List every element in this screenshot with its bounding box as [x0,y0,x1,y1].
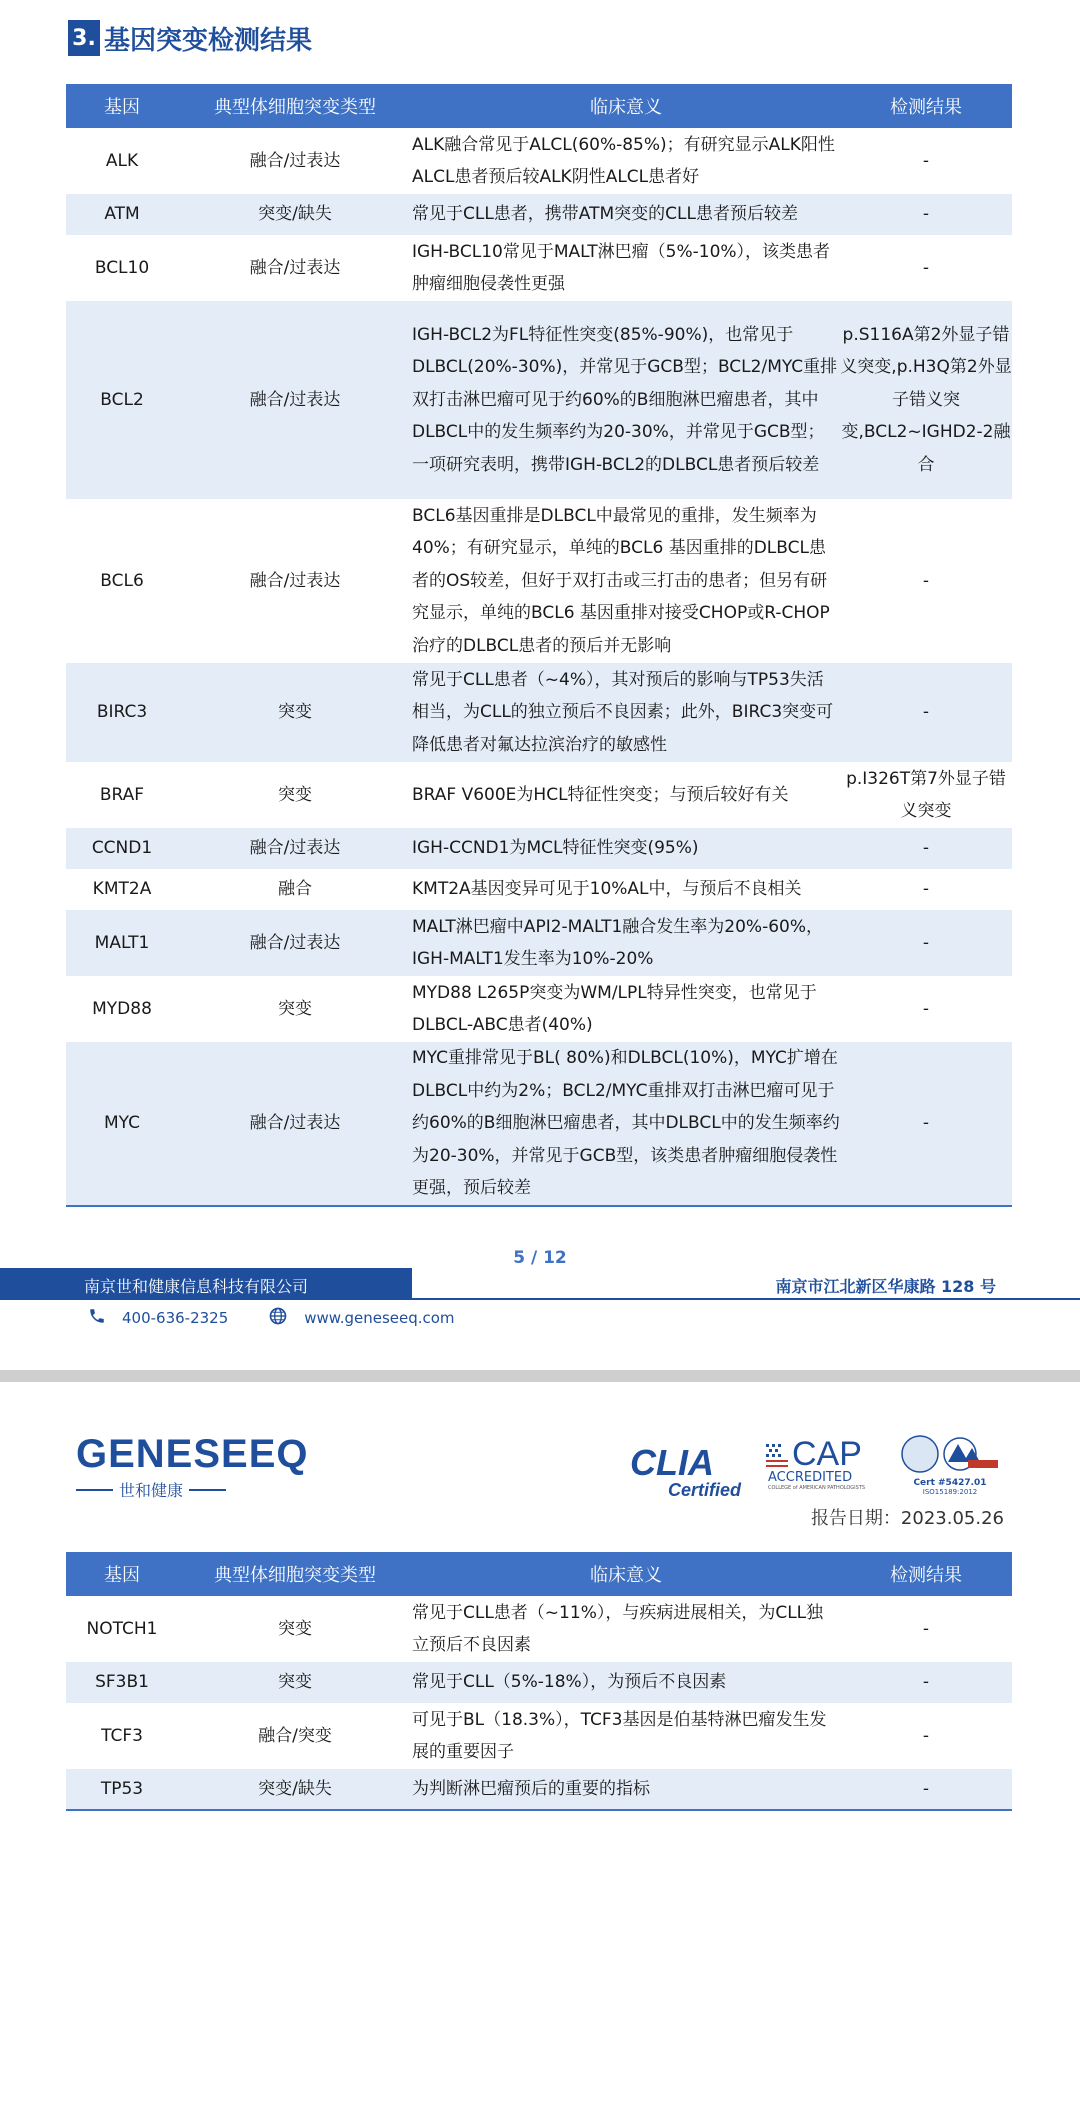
table-row [66,762,1012,828]
mutation-type-cell: 突变 [278,998,312,1019]
table-header-row [66,84,1012,128]
header-test-result: 检测结果 [840,1552,1012,1596]
footer-address: 南京市江北新区华康路 128 号 [775,1277,996,1296]
test-result-cell: - [840,194,1012,235]
cap-flag-icon [764,1442,790,1472]
gene-cell: NOTCH1 [86,1618,158,1639]
table-row [66,976,1012,1042]
mutation-type-cell: 突变/缺失 [178,1769,412,1810]
clia-text: CLIA [630,1442,714,1483]
test-result-cell: - [922,1618,930,1639]
test-result-cell: - [840,1662,1012,1703]
mutation-type-cell: 突变 [278,1618,312,1639]
mutation-table-page6 [66,1552,1012,1811]
mutation-type-cell: 突变 [278,784,312,805]
company-logo [76,1432,309,1501]
iso-standard: ISO15189:2012 [922,1488,978,1496]
header-clinical-significance: 临床意义 [412,84,840,128]
footer-company-name: 南京世和健康信息科技有限公司 [84,1277,309,1296]
header-mutation-type: 典型体细胞突变类型 [178,84,412,128]
gene-cell: MYC [66,1042,178,1206]
ilac-cnas-seal-icon [900,1434,1000,1474]
mutation-type-cell: 融合/过表达 [178,910,412,976]
clinical-significance-cell: 常见于CLL（5%-18%），为预后不良因素 [412,1662,840,1703]
gene-cell: BCL6 [100,570,144,591]
table-row [66,1703,1012,1769]
globe-icon [268,1306,288,1330]
test-result-cell: - [922,257,930,278]
cap-college-text: COLLEGE of AMERICAN PATHOLOGISTS [768,1485,866,1491]
cap-text: CAP [792,1435,862,1473]
table-row [66,1769,1012,1810]
test-result-cell: - [840,1769,1012,1810]
footer-website[interactable]: www.geneseeq.com [304,1309,455,1327]
clinical-significance-cell: IGH-BCL2为FL特征性突变(85%-90%)，也常见于DLBCL(20%-30%)，并常见于GCB型；BCL2/MYC重排双打击淋巴瘤可见于约60%的B细胞淋巴瘤患者，其中DLBCL中的发生频率约为20-30%，并常见于GCB型；一项研究表明，携带IGH-BCL2的DLBCL患者预后较差 [412,301,840,499]
test-result-cell: - [922,570,930,591]
gene-cell: BCL10 [94,257,150,278]
test-result-cell: p.S116A第2外显子错义突变,p.H3Q第2外显子错义突变,BCL2~IGHD2-2融合 [840,301,1012,499]
iso-cert-number: Cert #5427.01 [913,1478,987,1488]
clinical-significance-cell: MYC重排常见于BL( 80%)和DLBCL(10%)，MYC扩增在DLBCL中约为2%；BCL2/MYC重排双打击淋巴瘤可见于约60%的B细胞淋巴瘤患者，其中DLBCL中的发生频率约为20-30%，并常见于GCB型，该类患者肿瘤细胞侵袭性更强，预后较差 [412,1042,840,1206]
footer-company-bar [0,1268,412,1300]
footer-phone: 400-636-2325 [122,1309,229,1327]
clinical-significance-cell: BRAF V600E为HCL特征性突变；与预后较好有关 [412,784,789,805]
section-title [68,20,312,56]
header-clinical-significance: 临床意义 [412,1552,840,1596]
gene-cell: MALT1 [66,910,178,976]
phone-icon [88,1307,106,1329]
page-separator [0,1370,1080,1382]
gene-cell: ATM [66,194,178,235]
table-row [66,499,1012,663]
test-result-cell: - [840,1042,1012,1206]
report-date: 报告日期：2023.05.26 [810,1508,1004,1529]
mutation-type-cell: 融合/过表达 [249,570,341,591]
mutation-type-cell: 突变 [178,663,412,762]
clia-certified-text: Certified [668,1480,742,1500]
test-result-cell: p.I326T第7外显子错义突变 [846,768,1006,821]
page-footer [0,1268,1080,1304]
gene-cell: BRAF [99,784,145,805]
table-row [66,1042,1012,1206]
mutation-type-cell: 融合/过表达 [178,828,412,869]
clinical-significance-cell: MYD88 L265P突变为WM/LPL特异性突变，也常见于DLBCL-ABC患者(40%) [412,982,817,1035]
mutation-type-cell: 融合/过表达 [178,301,412,499]
page-number: 5 / 12 [513,1248,567,1268]
clia-certification-logo [630,1442,742,1501]
table-row [66,194,1012,235]
gene-cell: BIRC3 [66,663,178,762]
gene-cell: MYD88 [92,998,152,1019]
header-gene: 基因 [66,84,178,128]
table-row [66,828,1012,869]
test-result-cell: - [922,1725,930,1746]
table-row [66,1662,1012,1703]
section-heading: 基因突变检测结果 [104,25,313,56]
gene-cell: TP53 [66,1769,178,1810]
table-row [66,301,1012,499]
clinical-significance-cell: 常见于CLL患者（~11%），与疾病进展相关，为CLL独立预后不良因素 [412,1602,824,1655]
logo-chinese-row [76,1478,226,1501]
clinical-significance-cell: IGH-BCL10常见于MALT淋巴瘤（5%-10%），该类患者肿瘤细胞侵袭性更强 [412,241,831,294]
mutation-type-cell: 融合/突变 [258,1725,332,1746]
gene-cell: CCND1 [66,828,178,869]
mutation-type-cell: 突变 [178,1662,412,1703]
test-result-cell: - [840,910,1012,976]
iso-certification-logo [900,1434,1000,1496]
table-row [66,128,1012,194]
logo-divider-right [189,1489,226,1491]
mutation-type-cell: 融合/过表达 [249,257,341,278]
cap-accredited-text: ACCREDITED [768,1470,853,1485]
clinical-significance-cell: ALK融合常见于ALCL(60%-85%)；有研究显示ALK阳性ALCL患者预后较ALK阴性ALCL患者好 [412,134,835,187]
table-row [66,235,1012,301]
clinical-significance-cell: BCL6基因重排是DLBCL中最常见的重排，发生频率为40%；有研究显示，单纯的BCL6 基因重排的DLBCL患者的OS较差，但好于双打击或三打击的患者；但另有研究显示，单纯的BCL6 基因重排对接受CHOP或R-CHOP治疗的DLBCL患者的预后并无影响 [412,505,830,656]
gene-cell: SF3B1 [66,1662,178,1703]
test-result-cell: - [922,150,930,171]
clinical-significance-cell: 可见于BL（18.3%），TCF3基因是伯基特淋巴瘤发生发展的重要因子 [412,1709,827,1762]
test-result-cell: - [840,828,1012,869]
test-result-cell: - [922,998,930,1019]
section-number: 3. [68,20,100,56]
header-gene: 基因 [66,1552,178,1596]
header-mutation-type: 典型体细胞突变类型 [178,1552,412,1596]
test-result-cell: - [922,879,930,900]
gene-cell: BCL2 [66,301,178,499]
mutation-table-page5 [66,84,1012,1207]
cap-accreditation-logo [764,1435,884,1491]
mutation-type-cell: 融合/过表达 [178,1042,412,1206]
table-row [66,910,1012,976]
clinical-significance-cell: 常见于CLL患者（~4%），其对预后的影响与TP53失活相当，为CLL的独立预后不良因素；此外，BIRC3突变可降低患者对氟达拉滨治疗的敏感性 [412,663,840,762]
gene-cell: TCF3 [101,1725,143,1746]
gene-cell: KMT2A [92,879,152,900]
mutation-type-cell: 突变/缺失 [178,194,412,235]
table-row [66,1596,1012,1662]
mutation-type-cell: 融合 [278,879,312,900]
clinical-significance-cell: 为判断淋巴瘤预后的重要的指标 [412,1769,840,1810]
footer-contact [88,1306,495,1330]
logo-english: GENESEEQ [76,1432,309,1476]
table-row [66,869,1012,910]
test-result-cell: - [840,663,1012,762]
logo-divider-left [76,1489,113,1491]
logo-chinese: 世和健康 [119,1481,184,1500]
clinical-significance-cell: 常见于CLL患者，携带ATM突变的CLL患者预后较差 [412,194,840,235]
footer-divider [412,1298,1080,1300]
table-row [66,663,1012,762]
table-header-row [66,1552,1012,1596]
mutation-type-cell: 融合/过表达 [249,150,341,171]
header-test-result: 检测结果 [840,84,1012,128]
clinical-significance-cell: KMT2A基因变异可见于10%AL中，与预后不良相关 [412,879,802,900]
clinical-significance-cell: MALT淋巴瘤中API2-MALT1融合发生率为20%-60%，IGH-MALT1发生率为10%-20% [412,910,840,976]
clinical-significance-cell: IGH-CCND1为MCL特征性突变(95%) [412,828,840,869]
gene-cell: ALK [105,150,139,171]
